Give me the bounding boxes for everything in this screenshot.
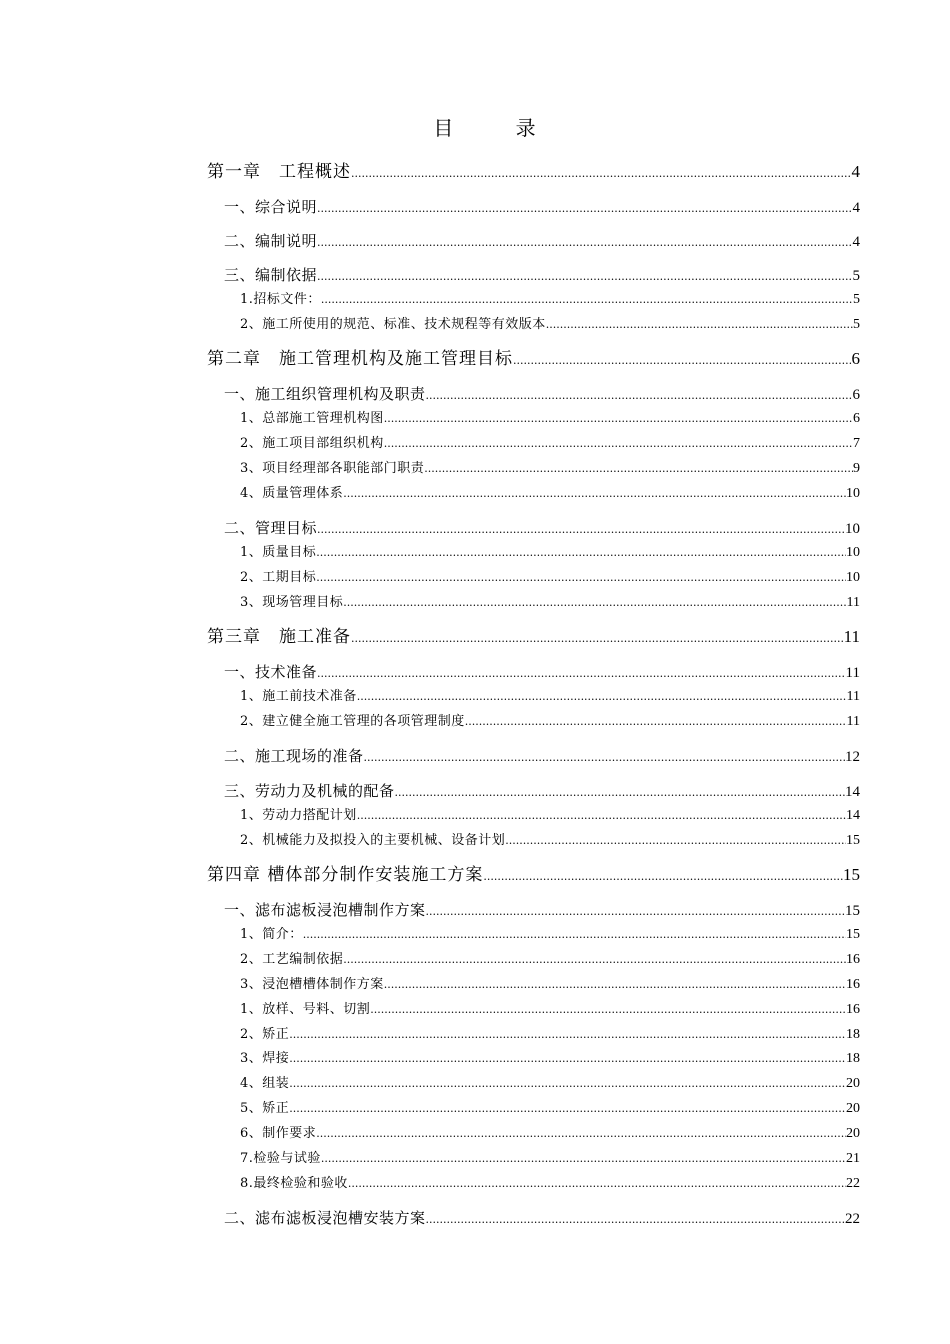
toc-entry-page-number: 18 — [846, 1027, 860, 1042]
toc-entry-page-number: 6 — [853, 411, 860, 426]
toc-entry[interactable] — [240, 482, 860, 506]
toc-dot-leader — [426, 900, 845, 924]
toc-entry[interactable] — [224, 898, 860, 922]
toc-entry[interactable] — [240, 313, 860, 337]
toc-entry[interactable] — [240, 288, 860, 312]
toc-entry-page-number: 15 — [843, 865, 860, 884]
toc-dot-leader — [316, 541, 846, 565]
toc-entry-label: 一、技术准备 — [224, 663, 318, 681]
toc-entry-page-number: 11 — [846, 595, 860, 610]
toc-entry[interactable] — [240, 1097, 860, 1121]
toc-entry-label: 2、施工所使用的规范、标准、技术规程等有效版本 — [240, 317, 546, 332]
toc-entry-label: 2、工艺编制依据 — [240, 952, 344, 967]
toc-dot-leader — [364, 746, 845, 770]
toc-entry-label: 2、机械能力及拟投入的主要机械、设备计划 — [240, 833, 506, 848]
toc-dot-leader — [546, 313, 853, 337]
toc-entry-page-number: 5 — [852, 268, 860, 284]
toc-entry-page-number: 15 — [845, 903, 860, 919]
toc-dot-leader — [343, 482, 846, 506]
toc-entry[interactable] — [224, 229, 860, 253]
toc-dot-leader — [351, 627, 844, 651]
toc-entry[interactable] — [240, 829, 860, 853]
toc-entry-label: 二、滤布滤板浸泡槽安装方案 — [224, 1209, 426, 1227]
toc-dot-leader — [317, 518, 845, 542]
toc-entry-page-number: 22 — [846, 1176, 860, 1191]
toc-dot-leader — [317, 265, 852, 289]
toc-dot-leader — [348, 1172, 846, 1196]
toc-dot-leader — [289, 1072, 846, 1096]
toc-entry[interactable] — [240, 591, 860, 615]
toc-entry-page-number: 16 — [846, 952, 860, 967]
toc-entry-label: 2、建立健全施工管理的各项管理制度 — [240, 714, 465, 729]
toc-entry-page-number: 20 — [846, 1076, 860, 1091]
toc-dot-leader — [426, 384, 853, 408]
toc-entry-label: 一、综合说明 — [224, 198, 318, 216]
toc-entry-label: 二、施工现场的准备 — [224, 747, 364, 765]
toc-entry-label: 三、编制依据 — [224, 266, 318, 284]
toc-entry-label: 1、施工前技术准备 — [240, 689, 357, 704]
toc-entry-page-number: 14 — [845, 784, 860, 800]
toc-dot-leader — [321, 1147, 846, 1171]
toc-entry[interactable] — [240, 407, 860, 431]
toc-entry-page-number: 4 — [852, 200, 860, 216]
toc-dot-leader — [317, 197, 852, 221]
toc-entry-label: 4、组装 — [240, 1076, 290, 1091]
toc-entry[interactable] — [240, 432, 860, 456]
toc-entry-page-number: 18 — [846, 1051, 860, 1066]
toc-entry[interactable] — [224, 382, 860, 406]
toc-entry-label: 5、矫正 — [240, 1101, 290, 1116]
toc-entry-page-number: 11 — [843, 627, 860, 646]
toc-entry-label: 6、制作要求 — [240, 1126, 317, 1141]
toc-entry-page-number: 10 — [846, 486, 860, 501]
toc-entry-label: 1.招标文件： — [240, 292, 321, 307]
toc-entry[interactable] — [240, 948, 860, 972]
toc-entry[interactable] — [240, 1172, 860, 1196]
toc-entry-page-number: 11 — [846, 714, 860, 729]
toc-entry-label: 7.检验与试验 — [240, 1151, 321, 1166]
toc-dot-leader — [343, 948, 846, 972]
toc-entry-label: 1、总部施工管理机构图 — [240, 411, 384, 426]
toc-dot-leader — [384, 973, 846, 997]
toc-dot-leader — [351, 162, 852, 186]
toc-dot-leader — [317, 662, 846, 686]
toc-entry-label: 1、劳动力搭配计划 — [240, 808, 357, 823]
toc-entry-page-number: 14 — [846, 808, 860, 823]
toc-entry-label: 二、编制说明 — [224, 232, 318, 250]
toc-dot-leader — [505, 829, 846, 853]
toc-dot-leader — [395, 781, 845, 805]
toc-entry-page-number: 20 — [846, 1101, 860, 1116]
toc-entry[interactable] — [224, 516, 860, 540]
toc-entry[interactable] — [240, 1122, 860, 1146]
toc-entry[interactable] — [240, 923, 860, 947]
toc-entry-label: 三、劳动力及机械的配备 — [224, 782, 395, 800]
toc-entry[interactable] — [224, 779, 860, 803]
toc-entry[interactable] — [207, 160, 860, 184]
toc-dot-leader — [289, 1047, 846, 1071]
toc-entry[interactable] — [224, 744, 860, 768]
toc-entry-label: 第四章 槽体部分制作安装施工方案 — [207, 865, 484, 885]
toc-entry[interactable] — [207, 863, 860, 887]
toc-entry[interactable] — [207, 625, 860, 649]
toc-dot-leader — [513, 349, 852, 373]
toc-entry-label: 3、浸泡槽槽体制作方案 — [240, 977, 384, 992]
toc-entry-label: 2、施工项目部组织机构 — [240, 436, 384, 451]
toc-entry-page-number: 15 — [846, 927, 860, 942]
toc-dot-leader — [321, 288, 853, 312]
toc-entry[interactable] — [224, 195, 860, 219]
toc-dot-leader — [316, 566, 846, 590]
toc-entry[interactable] — [240, 998, 860, 1022]
toc-entry-page-number: 5 — [853, 317, 860, 332]
toc-dot-leader — [465, 710, 847, 734]
toc-entry[interactable] — [240, 973, 860, 997]
toc-dot-leader — [370, 998, 846, 1022]
toc-entry-page-number: 20 — [846, 1126, 860, 1141]
toc-entry-label: 1、简介： — [240, 927, 303, 942]
toc-entry[interactable] — [240, 541, 860, 565]
toc-entry-label: 3、项目经理部各职能部门职责 — [240, 461, 425, 476]
toc-dot-leader — [426, 1208, 845, 1232]
toc-entry[interactable] — [224, 263, 860, 287]
toc-entry[interactable] — [240, 1047, 860, 1071]
toc-entry-label: 第三章 施工准备 — [207, 627, 351, 647]
toc-entry-page-number: 16 — [846, 977, 860, 992]
toc-entry-label: 2、工期目标 — [240, 570, 317, 585]
toc-dot-leader — [424, 457, 853, 481]
toc-entry-label: 一、施工组织管理机构及职责 — [224, 385, 426, 403]
toc-entry-label: 1、质量目标 — [240, 545, 317, 560]
toc-entry-page-number: 15 — [846, 833, 860, 848]
toc-dot-leader — [289, 1023, 846, 1047]
toc-entry-label: 第二章 施工管理机构及施工管理目标 — [207, 349, 513, 369]
toc-entry-page-number: 21 — [846, 1151, 860, 1166]
toc-entry-page-number: 16 — [846, 1002, 860, 1017]
toc-dot-leader — [357, 685, 847, 709]
toc-entry[interactable] — [224, 660, 860, 684]
toc-entry-label: 2、矫正 — [240, 1027, 290, 1042]
toc-entry[interactable] — [240, 1023, 860, 1047]
toc-entry[interactable] — [240, 1072, 860, 1096]
toc-entry-page-number: 6 — [851, 349, 860, 368]
toc-entry-page-number: 4 — [852, 234, 860, 250]
toc-entry-label: 8.最终检验和验收 — [240, 1176, 348, 1191]
toc-entry[interactable] — [207, 347, 860, 371]
toc-dot-leader — [289, 1097, 846, 1121]
toc-entry[interactable] — [240, 566, 860, 590]
toc-entry[interactable] — [240, 685, 860, 709]
toc-dot-leader — [316, 1122, 846, 1146]
toc-entry-label: 第一章 工程概述 — [207, 162, 351, 182]
toc-entry-label: 3、焊接 — [240, 1051, 290, 1066]
toc-entry-label: 3、现场管理目标 — [240, 595, 344, 610]
page-title: 目 录 — [433, 116, 564, 140]
toc-entry-page-number: 10 — [845, 521, 860, 537]
toc-dot-leader — [317, 231, 852, 255]
toc-entry-page-number: 4 — [851, 162, 860, 181]
toc-dot-leader — [483, 865, 843, 889]
toc-dot-leader — [384, 432, 853, 456]
toc-dot-leader — [384, 407, 853, 431]
toc-dot-leader — [303, 923, 846, 947]
toc-entry[interactable] — [240, 804, 860, 828]
toc-dot-leader — [343, 591, 846, 615]
toc-entry[interactable] — [224, 1206, 860, 1230]
toc-entry-label: 4、质量管理体系 — [240, 486, 344, 501]
toc-entry-label: 一、滤布滤板浸泡槽制作方案 — [224, 901, 426, 919]
toc-entry-page-number: 11 — [845, 665, 860, 681]
toc-entry-page-number: 6 — [852, 387, 860, 403]
toc-entry-page-number: 7 — [853, 436, 860, 451]
toc-entry-page-number: 11 — [846, 689, 860, 704]
toc-entry-page-number: 5 — [853, 292, 860, 307]
toc-entry[interactable] — [240, 457, 860, 481]
toc-entry[interactable] — [240, 710, 860, 734]
toc-dot-leader — [357, 804, 846, 828]
toc-entry-page-number: 10 — [846, 570, 860, 585]
toc-entry-page-number: 12 — [845, 749, 860, 765]
toc-entry-label: 1、放样、号料、切割 — [240, 1002, 371, 1017]
toc-entry-page-number: 22 — [845, 1211, 860, 1227]
toc-entry-label: 二、管理目标 — [224, 519, 318, 537]
toc-entry-page-number: 10 — [846, 545, 860, 560]
toc-entry-page-number: 9 — [853, 461, 860, 476]
toc-entry[interactable] — [240, 1147, 860, 1171]
